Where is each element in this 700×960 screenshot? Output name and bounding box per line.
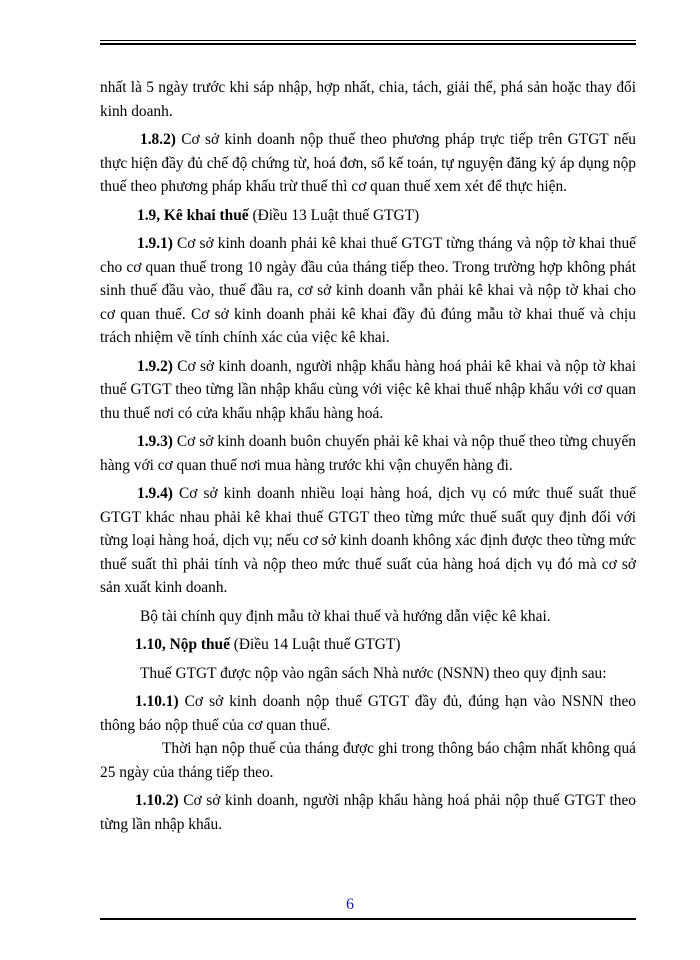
paragraph-text: Cơ sở kinh doanh, người nhập khẩu hàng hoá phải nộp thuế GTGT theo từng lần nhập khẩu. bbox=[100, 792, 636, 833]
paragraph-1-8-2 bbox=[100, 128, 636, 199]
footer-rule bbox=[100, 918, 636, 920]
section-number: 1.9.3) bbox=[137, 433, 173, 450]
header-rule-thin bbox=[100, 40, 636, 41]
paragraph-text: Thời hạn nộp thuế của tháng được ghi trong thông báo chậm nhất không quá 25 ngày của tháng tiếp theo. bbox=[100, 740, 636, 781]
paragraph-text: Cơ sở kinh doanh nộp thuế GTGT đầy đủ, đúng hạn vào NSNN theo thông báo nộp thuế của cơ quan thuế. bbox=[100, 693, 636, 734]
paragraph-intro bbox=[100, 662, 636, 686]
header-rule-thick bbox=[100, 43, 636, 45]
section-heading: 1.10, Nộp thuế bbox=[135, 636, 230, 653]
paragraph-1-10-1 bbox=[100, 690, 636, 737]
section-number: 1.9.1) bbox=[137, 235, 173, 252]
heading-reference: (Điều 14 Luật thuế GTGT) bbox=[229, 636, 401, 653]
page-number: 6 bbox=[346, 896, 354, 913]
paragraph-1-9-2 bbox=[100, 355, 636, 426]
section-number: 1.9.4) bbox=[137, 485, 173, 502]
paragraph-text: Thuế GTGT được nộp vào ngân sách Nhà nước (NSNN) theo quy định sau: bbox=[140, 664, 607, 682]
document-body bbox=[100, 76, 636, 841]
paragraph-ministry-note bbox=[100, 605, 636, 629]
paragraph-deadline bbox=[100, 737, 636, 784]
paragraph-text: nhất là 5 ngày trước khi sáp nhập, hợp nhất, chia, tách, giải thể, phá sản hoặc thay đổi kinh doanh. bbox=[100, 79, 636, 120]
paragraph-text: Bộ tài chính quy định mẫu tờ khai thuế và hướng dẫn việc kê khai. bbox=[140, 607, 551, 625]
paragraph-text: Cơ sở kinh doanh nhiều loại hàng hoá, dịch vụ có mức thuế suất thuế GTGT khác nhau phải kê khai thuế GTGT theo từng mức thuế suất quy định đối với từng loại hàng hoá, dịch vụ; nếu cơ sở kinh doanh không xác định được theo từng mức thuế suất thì phải tính và nộp theo mức thuế suất của hàng hoá dịch vụ đó mà cơ sở sản xuất kinh doanh. bbox=[100, 485, 636, 596]
paragraph-text: Cơ sở kinh doanh nộp thuế theo phương pháp trực tiếp trên GTGT nếu thực hiện đầy đủ chế độ chứng từ, hoá đơn, sổ kế toán, tự nguyện đăng ký áp dụng nộp thuế theo phương pháp khấu trừ thuế thì cơ quan thuế xem xét để thực hiện. bbox=[100, 131, 636, 195]
paragraph-text: Cơ sở kinh doanh, người nhập khẩu hàng hoá phải kê khai và nộp tờ khai thuế GTGT theo từng lần nhập khẩu cùng với việc kê khai thuế nhập khẩu với cơ quan thu thuế nơi có cửa khẩu nhập khẩu hàng hoá. bbox=[100, 357, 636, 422]
paragraph-continuation bbox=[100, 76, 636, 123]
section-heading: 1.9, Kê khai thuế bbox=[137, 206, 249, 224]
section-number: 1.10.1) bbox=[135, 693, 179, 710]
heading-1-9 bbox=[100, 204, 636, 228]
section-number: 1.8.2) bbox=[140, 131, 176, 148]
paragraph-text: Cơ sở kinh doanh buôn chuyến phải kê khai và nộp thuế theo từng chuyến hàng với cơ quan thuế nơi mua hàng trước khi vận chuyển hàng đi. bbox=[100, 433, 636, 474]
heading-1-10 bbox=[100, 633, 636, 657]
paragraph-1-9-1 bbox=[100, 232, 636, 350]
paragraph-1-10-2 bbox=[100, 789, 636, 836]
section-number: 1.9.2) bbox=[137, 357, 173, 375]
paragraph-1-9-3 bbox=[100, 430, 636, 477]
paragraph-1-9-4 bbox=[100, 482, 636, 600]
section-number: 1.10.2) bbox=[135, 792, 179, 809]
paragraph-text: Cơ sở kinh doanh phải kê khai thuế GTGT từng tháng và nộp tờ khai thuế cho cơ quan thuế trong 10 ngày đầu của tháng tiếp theo. Trong trường hợp không phát sinh thuế đầu vào, thuế đầu ra, cơ sở kinh doanh vẫn phải kê khai và nộp tờ khai cho cơ quan thuế. Cơ sở kinh doanh phải kê khai đầy đủ đúng mẫu tờ khai thuế và chịu trách nhiệm về tính chính xác của việc kê khai. bbox=[100, 235, 636, 346]
heading-reference: (Điều 13 Luật thuế GTGT) bbox=[248, 206, 420, 224]
